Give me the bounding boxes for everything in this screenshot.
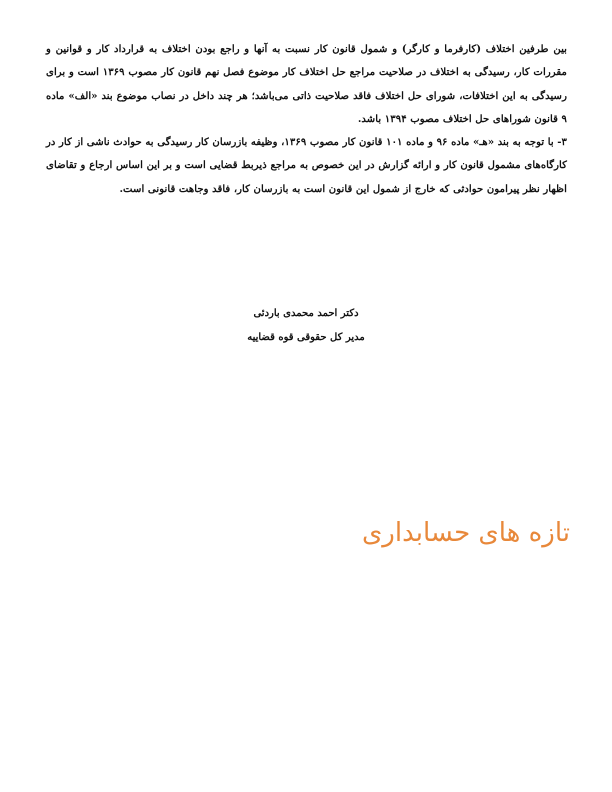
paragraph-item-3: ۳- با توجه به بند «هـ» ماده ۹۶ و ماده ۱۰۱ قانون کار مصوب ۱۳۶۹، وظیفه بازرسان کار رسیدگی به حوادث ناشی از کار در کارگاه‌های مشمول قانون کار و ارائه گزارش در این خصوص به مراجع ذیربط قضایی است و بر این اساس ارجاع و تقاضای اظهار نظر پیرامون حوادثی که خارج از شمول این قانون است به بازرسان کار، فاقد وجاهت قانونی است. xyxy=(46,136,567,195)
body-text xyxy=(46,38,567,201)
paragraph-continuation: بین طرفین اختلاف (کارفرما و کارگر) و شمول قانون کار نسبت به آنها و راجع بودن اختلاف به قرارداد کار و قوانین و مقررات کار، رسیدگی به اختلاف در صلاحیت مراجع حل اختلاف کار موضوع فصل نهم قانون کار مصوب ۱۳۶۹ است و برای رسیدگی به این اختلافات، شورای حل اختلاف فاقد صلاحیت ذاتی می‌باشد؛ هر چند داخل در نصاب موضوع بند «الف» ماده ۹ قانون شوراهای حل اختلاف مصوب ۱۳۹۴ باشد. xyxy=(46,43,567,125)
signatory-title: مدیر کل حقوقی قوه قضاییه xyxy=(247,332,365,343)
signatory-name: دکتر احمد محمدی باردئی xyxy=(253,308,359,319)
signature-block xyxy=(0,302,612,350)
section-heading: تازه های حسابداری xyxy=(361,518,570,548)
